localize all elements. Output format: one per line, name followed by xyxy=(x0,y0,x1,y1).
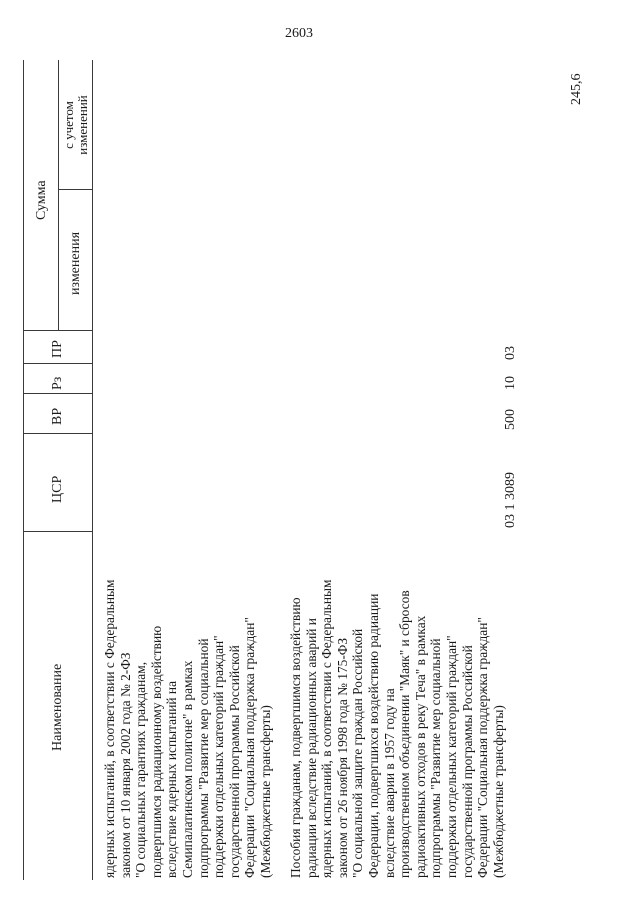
description-line: "О социальной защите граждан Российской xyxy=(350,628,366,878)
rotated-table xyxy=(20,60,620,880)
description-line: Семипалатинском полигоне" в рамках xyxy=(179,660,195,878)
description-line: (Межбюджетные трансферты) xyxy=(490,705,506,878)
description-line: законом от 26 ноября 1998 года № 175-ФЗ xyxy=(334,637,350,878)
row-2-description xyxy=(288,538,506,878)
description-line: подвергшимся радиационному воздействию xyxy=(148,625,164,878)
row-2-csr: 03 1 3089 xyxy=(503,472,518,528)
header-bottom-border xyxy=(92,60,93,880)
row-2-with-changes: 245,6 xyxy=(569,73,584,105)
col-divider-rz-pr xyxy=(23,363,92,364)
header-sum: Сумма xyxy=(34,180,49,220)
description-line: поддержки отдельных категорий граждан" xyxy=(443,635,459,878)
header-name: Наименование xyxy=(50,663,65,751)
header-pr: ПР xyxy=(50,340,65,358)
description-line: производственном объединении "Маяк" и сбросов xyxy=(397,590,413,878)
col-divider-csr-vr xyxy=(23,433,92,434)
description-line: подпрограммы "Развитие мер социальной xyxy=(195,638,211,878)
description-line: ядерных испытаний, в соответствии с Федеральным xyxy=(102,579,117,878)
description-line: государственной программы Российской xyxy=(459,645,475,878)
row-2-pr: 03 xyxy=(503,346,518,360)
page-stage xyxy=(20,60,620,880)
header-csr: ЦСР xyxy=(50,475,65,503)
description-line: Федерации "Социальная поддержка граждан" xyxy=(242,617,258,878)
description-line: Федерации, подвергшихся воздействию радиации xyxy=(365,593,381,878)
header-with-changes xyxy=(62,70,90,180)
description-line: (Межбюджетные трансферты) xyxy=(257,705,273,878)
description-line: вследствие ядерных испытаний на xyxy=(164,680,180,878)
description-line: вследствие аварии в 1957 году на xyxy=(381,688,397,878)
col-divider-name-csr xyxy=(23,531,92,532)
col-divider-pr-sum xyxy=(23,330,92,331)
table-top-border xyxy=(23,60,24,880)
row-2-rz: 10 xyxy=(503,376,518,390)
row-1-description xyxy=(102,538,274,878)
header-rz: Рз xyxy=(50,376,65,390)
row-2-vr: 500 xyxy=(503,409,518,430)
col-divider-vr-rz xyxy=(23,393,92,394)
description-line: подпрограммы "Развитие мер социальной xyxy=(428,638,444,878)
page-number: 2603 xyxy=(285,26,313,41)
col-divider-change-withchanges xyxy=(58,189,92,190)
header-vr: ВР xyxy=(50,407,65,425)
description-line: "О социальных гарантиях гражданам, xyxy=(133,661,149,878)
description-line: ядерных испытаний, в соответствии с Федеральным xyxy=(319,579,335,878)
description-line: радиоактивных отходов в реку Теча" в рамках xyxy=(412,615,428,878)
description-line: радиации вследствие радиационных аварий и xyxy=(303,618,319,878)
description-line: поддержки отдельных категорий граждан" xyxy=(211,635,227,878)
header-change: изменения xyxy=(68,231,83,295)
description-line: Федерации "Социальная поддержка граждан" xyxy=(475,617,491,878)
sum-header-divider xyxy=(58,60,59,331)
header-with-changes-line2: изменений xyxy=(75,95,90,155)
description-line: государственной программы Российской xyxy=(226,645,242,878)
description-line: законом от 10 января 2002 года № 2-ФЗ xyxy=(117,652,133,878)
description-line: Пособия гражданам, подвергшимся воздействию xyxy=(288,597,303,878)
header-with-changes-line1: с учетом xyxy=(61,101,76,149)
